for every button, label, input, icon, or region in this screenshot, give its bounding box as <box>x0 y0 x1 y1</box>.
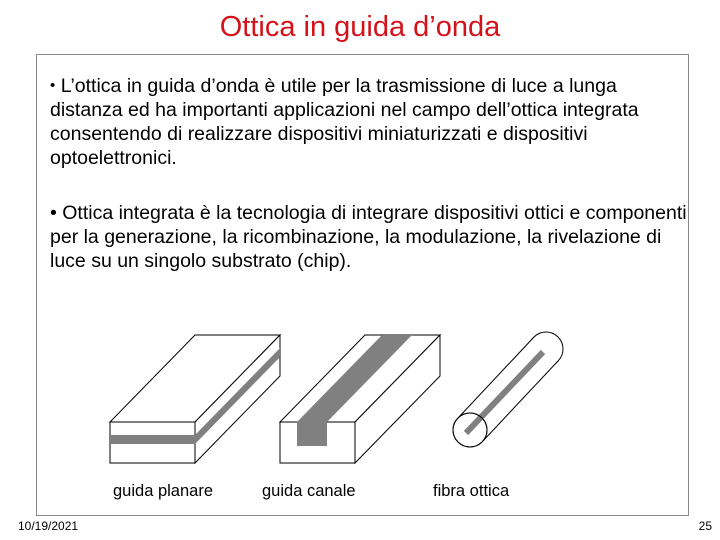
caption-optical-fiber: fibra ottica <box>433 482 510 500</box>
bullet-2: • <box>50 202 57 224</box>
planar-core-layer <box>110 435 195 444</box>
paragraph-integrated-optics <box>50 201 690 273</box>
channel-waveguide-illustration <box>280 335 440 463</box>
optical-fiber-illustration <box>453 332 563 447</box>
paragraph-2-text: Ottica integrata è la tecnologia di integrare dispositivi ottici e componenti per la generazione, la ricombinazione, la modulazione, la rivelazione di luce su un singolo substrato (chip). <box>50 202 687 272</box>
waveguides-figure <box>100 325 580 475</box>
footer-date: 10/19/2021 <box>18 519 79 533</box>
slide-title: Ottica in guida d’onda <box>219 11 501 43</box>
bullet-1: • <box>50 77 56 94</box>
page-number: 25 <box>698 519 712 533</box>
fiber-core <box>466 352 543 433</box>
channel-core-end <box>297 422 327 446</box>
paragraph-waveguide-optics <box>50 74 690 170</box>
caption-planar-waveguide: guida planare <box>113 482 213 500</box>
caption-channel-waveguide: guida canale <box>262 482 356 500</box>
planar-waveguide-illustration <box>110 335 280 463</box>
paragraph-1-text: L’ottica in guida d’onda è utile per la trasmissione di luce a lunga distanza ed ha importanti applicazioni nel campo dell’ottica integrata consentendo di realizzare dispositivi miniaturizzati e dispositivi optoelettronici. <box>50 75 639 169</box>
